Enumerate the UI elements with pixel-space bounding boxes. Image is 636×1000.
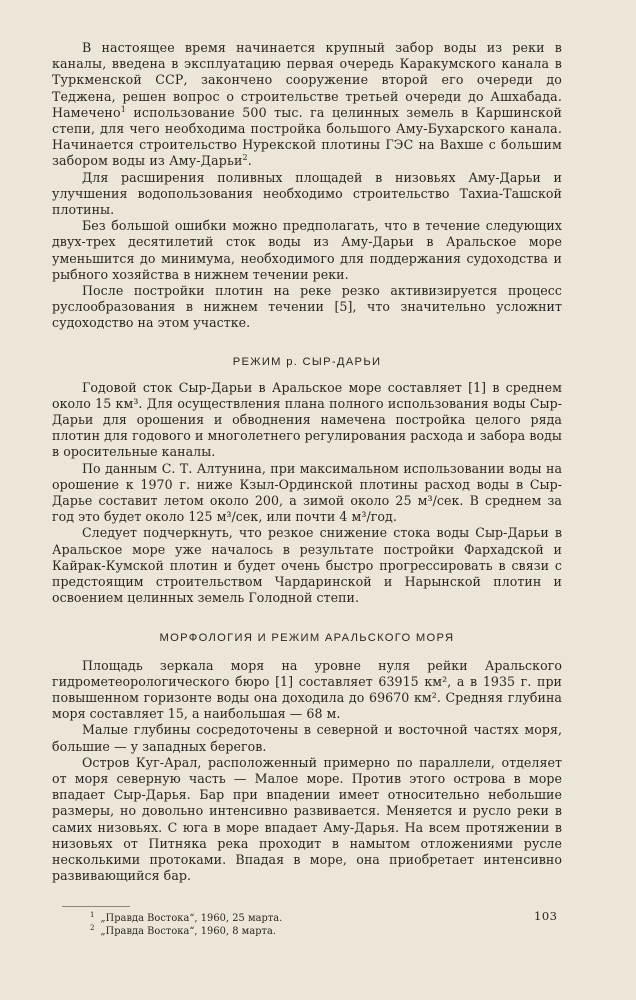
- paragraph-text: В настоящее время начинается крупный забор воды из реки в каналы, введена в эксплуатацию первая очередь Каракумского канала в Туркменской ССР, закончено сооружение второй его очереди до Теджена, решен вопрос о строительстве третьей очереди до Ашхабада. Намечено: [52, 40, 562, 120]
- footnote: [52, 913, 562, 926]
- section-heading: МОРФОЛОГИЯ И РЕЖИМ АРАЛЬСКОГО МОРЯ: [159, 631, 455, 644]
- paragraph: Без большой ошибки можно предполагать, что в течение следующих двух-трех десятилетий сток воды из Аму-Дарьи в Аральское море уменьшится до минимума, необходимого для поддержания судоходства и рыбного хозяйства в нижнем течении реки.: [52, 218, 562, 282]
- paragraph: Площадь зеркала моря на уровне нуля рейки Аральского гидрометеорологического бюро [1] составляет 63915 км², а в 1935 г. при повышенном горизонте воды она доходила до 69670 км². Средняя глубина моря составляет 15, а наибольшая — 68 м.: [52, 657, 562, 722]
- paragraph: Годовой сток Сыр-Дарьи в Аральское море составляет [1] в среднем около 15 км³. Для осуществления плана полного использования воды Сыр-Дарьи для орошения и обводнения намечена постройка целого ряда плотин для годового и многолетнего регулирования расхода и забора воды в оросительные каналы.: [52, 379, 562, 460]
- footnote-ref: 2: [242, 153, 248, 163]
- paragraph: Следует подчеркнуть, что резкое снижение стока воды Сыр-Дарьи в Аральское море уже началось в результате постройки Фархадской и Кайрак-Кумской плотин и будет очень быстро прогрессировать в связи с предстоящим строительством Чардаринской и Нарынской плотин и освоением целинных земель Голодной степи.: [52, 525, 562, 606]
- section-heading: РЕЖИМ р. СЫР-ДАРЬИ: [232, 355, 382, 368]
- text-column: [52, 40, 562, 938]
- footnote-text: „Правда Востока“, 1960, 8 марта.: [100, 925, 277, 937]
- page-number: 103: [534, 909, 558, 923]
- paragraph: [52, 40, 562, 170]
- paragraph: Малые глубины сосредоточены в северной и восточной частях моря, большие — у западных берегов.: [52, 722, 562, 754]
- paragraph: Остров Куг-Арал, расположенный примерно по параллели, отделяет от моря северную часть — Малое море. Против этого острова в море впадает Сыр-Дарья. Бар при впадении имеет относительно небольшие размеры, но довольно интенсивно развивается. Меняется и русло реки в самих низовьях. С юга в море впадает Аму-Дарья. На всем протяжении в низовьях от Питняка река проходит в намытом отложениями русле несколькими протоками. Впадая в море, она приобретает интенсивно развивающийся бар.: [52, 754, 562, 884]
- footnote-mark: 2: [90, 923, 95, 932]
- paragraph-text: использование 500 тыс. га целинных земель в Каршинской степи, для чего необходима постройка большого Аму-Бухарского канала. Начинается строительство Нурекской плотины ГЭС на Вахше с большим забором воды из Аму-Дарьи: [52, 104, 562, 169]
- footnote-ref: 1: [120, 104, 126, 114]
- footnote-divider: [62, 906, 130, 907]
- paragraph: По данным С. Т. Алтунина, при максимальном использовании воды на орошение к 1970 г. ниже Кзыл-Ординской плотины расход воды в Сыр-Дарье составит летом около 200, а зимой около 25 м³/сек. В среднем за год это будет около 125 м³/сек, или почти 4 м³/год.: [52, 460, 562, 525]
- paragraph: Для расширения поливных площадей в низовьях Аму-Дарьи и улучшения водопользования необходимо строительство Тахиа-Ташской плотины.: [52, 169, 562, 218]
- footnote: [52, 923, 562, 939]
- paragraph: После постройки плотин на реке резко активизируется процесс руслообразования в нижнем течении [5], что значительно усложнит судоходство на этом участке.: [52, 283, 562, 331]
- footnote-text: „Правда Востока“, 1960, 25 марта.: [100, 913, 283, 925]
- paragraph-text: .: [247, 153, 252, 169]
- footnote-mark: 1: [90, 911, 95, 920]
